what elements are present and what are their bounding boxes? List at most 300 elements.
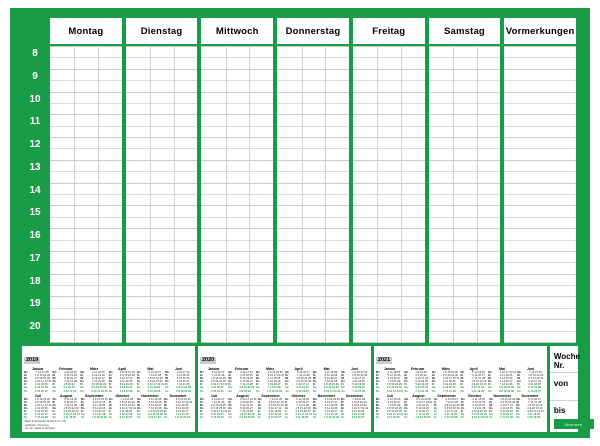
mini-weekday-label: Sa	[108, 413, 112, 417]
mini-weekday-label: Do	[24, 380, 28, 384]
mini-day-numbers: 5 12 19 26	[471, 371, 485, 374]
rule-line	[50, 194, 122, 195]
mini-day-numbers: 6 13 20 27	[444, 397, 458, 401]
mini-weekday-label: Mo	[136, 371, 141, 374]
rule-line	[50, 205, 122, 206]
rule-line	[353, 274, 425, 275]
rule-line	[504, 92, 576, 93]
mini-calendar-half	[376, 394, 545, 420]
mini-weekday-label: Mo	[80, 397, 85, 401]
mini-day-numbers: 7 14 21 28	[444, 400, 458, 404]
mini-day-numbers: 5 12 19 26	[239, 403, 253, 407]
mini-day-numbers: 7 14 21 28	[119, 389, 133, 393]
mini-weekday-label: Fr	[404, 410, 408, 414]
mini-weekday-label: Fr	[312, 383, 316, 387]
rule-line	[353, 217, 425, 218]
column-divider	[174, 46, 175, 342]
mini-weekday-label: Mi	[460, 403, 464, 407]
mini-day-row	[313, 390, 340, 393]
mini-day-numbers: 7 14 21 28	[471, 406, 486, 410]
rule-line	[277, 251, 349, 252]
mini-weekday-label: Do	[433, 406, 438, 410]
week-info-panel[interactable]	[550, 346, 583, 432]
rule-line	[353, 80, 425, 81]
mini-weekday-label: Mi	[108, 403, 112, 407]
rule-line	[429, 114, 501, 115]
mini-month-name: Januar	[31, 367, 44, 371]
mini-day-numbers: 7 14 21 28	[119, 397, 134, 401]
mini-day-row	[404, 416, 432, 419]
mini-weekday-label: Mo	[257, 397, 262, 401]
mini-weekday-label: Di	[375, 374, 379, 378]
mini-weekday-label: Mi	[80, 377, 84, 381]
mini-day-numbers: 1 8 15 22 29	[386, 406, 402, 410]
mini-weekday-label: Sa	[80, 386, 84, 390]
mini-weekday-label: Di	[257, 400, 261, 404]
year-label: 2019	[26, 357, 39, 363]
rule-line	[277, 126, 349, 127]
mini-weekday-label: Mi	[404, 377, 408, 381]
mini-weekday-label: Mo	[108, 371, 113, 374]
bottom-section	[22, 346, 583, 432]
day-column-montag[interactable]	[50, 46, 122, 342]
rule-line	[126, 160, 198, 161]
mini-weekday-label: Di	[108, 400, 112, 404]
mini-weekday-label: Do	[136, 380, 141, 384]
rule-line	[201, 296, 273, 297]
rule-line	[50, 69, 122, 70]
mini-day-numbers: 4 11 18 25	[471, 397, 485, 401]
mini-day-numbers: 4 11 18 25	[268, 410, 282, 414]
rule-line	[504, 342, 576, 343]
rule-line	[429, 205, 501, 206]
mini-month-name: Mai	[499, 367, 506, 371]
day-header-donnerstag: Donnerstag	[277, 18, 349, 44]
mini-weekday-label: Sa	[52, 413, 56, 417]
mini-weekday-label: Do	[284, 406, 289, 410]
mini-weekday-label: So	[164, 416, 168, 420]
mini-weekday-label: Do	[489, 406, 493, 410]
mini-day-numbers: 4 11 18 25	[210, 386, 224, 390]
mini-day-numbers: 7 14 21 28	[415, 389, 429, 393]
mini-weekday-label: Di	[199, 374, 203, 378]
mini-day-numbers: 6 13 20 27	[147, 371, 162, 374]
mini-weekday-label: Sa	[136, 386, 140, 390]
rule-line	[429, 319, 501, 320]
mini-month-name: April	[118, 367, 127, 371]
mini-weekday-label: Fr	[256, 383, 259, 387]
rule-line	[353, 319, 425, 320]
rule-line	[277, 57, 349, 58]
rule-line	[126, 217, 198, 218]
mini-month-september	[434, 394, 461, 420]
rule-line	[126, 114, 198, 115]
mini-weekday-label: Fr	[433, 410, 437, 414]
rule-line	[429, 183, 501, 184]
mini-day-row	[489, 416, 515, 419]
mini-month-name: Februar	[235, 367, 249, 371]
day-column-donnerstag[interactable]	[277, 46, 349, 342]
mini-month-juli	[24, 394, 52, 420]
mini-day-numbers: 6 13 20 27	[471, 374, 485, 378]
mini-day-numbers: 3 10 17 24	[415, 377, 429, 381]
mini-weekday-label: Sa	[228, 413, 232, 417]
mini-weekday-label: Mo	[433, 397, 438, 401]
rule-line	[277, 69, 349, 70]
mini-day-numbers: 5 12 19 26	[324, 406, 338, 410]
mini-day-numbers: 1 8 15 22 29	[499, 386, 515, 390]
rule-line	[504, 148, 576, 149]
mini-weekday-label: Fr	[404, 383, 408, 387]
day-header-freitag: Freitag	[353, 18, 425, 44]
mini-weekday-label: Sa	[404, 413, 408, 417]
mini-month-name: Januar	[383, 367, 396, 371]
mini-weekday-label: Mi	[108, 377, 112, 381]
rule-line	[50, 296, 122, 297]
mini-day-numbers: 6 13 20 27	[210, 371, 225, 374]
hour-label-8: 8	[32, 48, 38, 59]
mini-weekday-label: So	[80, 416, 85, 420]
rule-line	[277, 183, 349, 184]
mini-day-numbers: 2 9 16 23 30	[471, 383, 487, 387]
mini-day-numbers: 2 9 16 23 30	[63, 410, 79, 414]
mini-weekday-label: Do	[375, 406, 380, 410]
mini-day-numbers: 3 10 17 24	[91, 400, 106, 404]
mini-day-row	[137, 390, 164, 393]
mini-month-name: Januar	[207, 367, 220, 371]
mini-weekday-label: Mo	[460, 397, 465, 401]
mini-weekday-label: Di	[341, 374, 344, 378]
mini-day-numbers: 3 10 17 24	[471, 386, 485, 390]
mini-weekday-label: So	[257, 416, 262, 420]
rule-line	[277, 137, 349, 138]
mini-weekday-label: Mi	[164, 403, 168, 407]
rule-line	[201, 171, 273, 172]
mini-month-januar	[24, 367, 52, 393]
mini-day-numbers: 4 11 18 25	[119, 380, 133, 384]
mini-day-numbers: 6 13 20 27	[239, 406, 253, 410]
mini-day-row	[285, 416, 312, 419]
mini-weekday-label: Fr	[285, 383, 288, 387]
mini-day-numbers: 2 9 16 23	[239, 389, 251, 393]
rule-line	[277, 103, 349, 104]
mini-weekday-label: Do	[257, 406, 262, 410]
rule-line	[277, 308, 349, 309]
mini-weekday-label: Do	[341, 380, 345, 384]
mini-weekday-label: Mo	[517, 371, 522, 374]
mini-weekday-label: So	[24, 416, 28, 420]
mini-weekday-label: Mi	[257, 403, 261, 407]
rule-line	[504, 194, 576, 195]
mini-day-numbers: 5 12 19 26	[323, 374, 338, 378]
rule-line	[429, 240, 501, 241]
mini-day-numbers: 3 10 17 24	[119, 377, 133, 381]
mini-weekday-label: Mo	[199, 397, 204, 401]
mini-day-numbers: 2 9 16 23 30	[500, 400, 516, 404]
rule-line	[50, 114, 122, 115]
mini-day-row	[52, 416, 79, 419]
day-column-samstag[interactable]	[429, 46, 501, 342]
mini-day-numbers: 5 12 19 26	[210, 389, 224, 393]
rule-line	[429, 274, 501, 275]
rule-line	[201, 80, 273, 81]
mini-day-numbers: 4 11 18 25	[386, 416, 400, 420]
mini-month-name: Juni	[526, 367, 535, 371]
mini-weekday-label: Sa	[489, 413, 493, 417]
mini-weekday-label: Sa	[313, 413, 317, 417]
mini-weekday-label: Di	[516, 400, 520, 404]
mini-day-numbers: 4 11 18 25	[415, 380, 428, 384]
rule-line	[201, 103, 273, 104]
rule-line	[50, 342, 122, 343]
mini-month-oktober	[461, 394, 489, 420]
mini-weekday-label: Sa	[488, 386, 492, 390]
mini-weekday-label: Mi	[199, 403, 203, 407]
mini-day-numbers: 7 14 21 28	[324, 413, 338, 417]
mini-day-numbers: 4 11 18 25	[63, 371, 77, 374]
mini-weekday-label: Mo	[137, 397, 141, 401]
mini-weekday-label: Di	[340, 400, 344, 404]
mini-day-numbers: 2 9 16 23 30	[323, 386, 339, 390]
mini-day-row	[228, 390, 255, 393]
mini-weekday-label: Sa	[431, 386, 436, 390]
column-divider	[377, 46, 378, 342]
mini-day-numbers: 2 9 16 23 30	[528, 377, 544, 381]
mini-month-juli	[376, 394, 404, 420]
mini-day-numbers: 2 9 16 23 30	[444, 406, 460, 410]
mini-day-numbers: 1 8 15 22	[415, 371, 427, 374]
mini-weekday-label: Di	[433, 400, 437, 404]
mini-day-numbers: 2 9 16 23 30	[147, 380, 163, 384]
mini-day-numbers: 2 9 16 23 30	[210, 406, 226, 410]
rule-line	[50, 57, 122, 58]
rule-line	[429, 92, 501, 93]
mini-weekday-label: Fr	[313, 410, 316, 414]
mini-day-numbers: 4 11 18 25	[210, 413, 224, 417]
mini-weekday-label: Sa	[256, 386, 260, 390]
rule-line	[201, 274, 273, 275]
rule-line	[126, 342, 198, 343]
mini-weekday-label: Mi	[517, 377, 521, 381]
mini-weekday-label: Do	[285, 380, 289, 384]
mini-day-row	[109, 390, 136, 393]
mini-day-numbers: 5 12 19 26	[210, 416, 224, 420]
mini-day-numbers: 6 13 20 27	[239, 380, 253, 384]
mini-day-row	[200, 416, 227, 419]
mini-day-numbers: 5 12 19 26	[386, 397, 401, 401]
rule-line	[201, 240, 273, 241]
mini-day-numbers: 2 9 16 23 30	[351, 403, 367, 407]
rule-line	[126, 262, 198, 263]
mini-day-numbers: 1 8 15 22 29	[386, 383, 402, 387]
rule-line	[201, 160, 273, 161]
rule-line	[50, 331, 122, 332]
rule-line	[201, 183, 273, 184]
rule-line	[50, 217, 122, 218]
mini-day-row	[285, 390, 312, 393]
mini-day-numbers: 4 11 18 25	[175, 403, 189, 407]
mini-day-numbers: 5 12 19 26	[35, 410, 48, 414]
mini-day-numbers: 3 10 17 24 31	[295, 413, 312, 417]
mini-weekday-label: Fr	[199, 410, 203, 414]
mini-day-numbers: 2 9 16 23 30	[324, 397, 340, 401]
mini-day-numbers: 5 12 19 26	[91, 406, 106, 410]
mini-month-oktober	[285, 394, 313, 420]
rule-line	[353, 342, 425, 343]
mini-day-row	[460, 390, 487, 393]
mini-weekday-label: So	[404, 416, 408, 420]
mini-month-name: September	[84, 393, 104, 398]
mini-weekday-label: Mo	[285, 371, 290, 374]
mini-day-numbers: 2 9 16 23 30	[176, 389, 192, 393]
mini-day-numbers: 3 10 17 24 31	[91, 389, 108, 393]
mini-month-februar	[404, 367, 432, 393]
rule-line	[126, 148, 198, 149]
mini-day-row	[200, 390, 227, 393]
mini-weekday-label: Mo	[228, 397, 233, 401]
rule-line	[277, 296, 349, 297]
day-column-vormerkungen[interactable]	[504, 46, 576, 342]
day-column-dienstag[interactable]	[126, 46, 198, 342]
rule-line	[126, 205, 198, 206]
rule-line	[504, 262, 576, 263]
rule-line	[504, 308, 576, 309]
mini-day-numbers: 7 14 21 28	[239, 410, 253, 414]
mini-weekday-label: Di	[24, 400, 27, 404]
rule-line	[429, 171, 501, 172]
mini-month-name: Dezember	[521, 393, 539, 398]
rule-line	[201, 194, 273, 195]
mini-weekday-label: So	[312, 389, 317, 393]
mini-day-numbers: 5 12 19 26	[528, 386, 541, 390]
mini-weekday-label: So	[517, 389, 521, 393]
mini-day-numbers: 5 12 19 26	[239, 377, 253, 381]
mini-day-numbers: 7 14 21 28	[35, 371, 49, 374]
mini-weekday-label: Mi	[489, 403, 493, 407]
mini-weekday-label: Di	[460, 374, 464, 378]
year-block-2019	[22, 346, 195, 432]
mini-weekday-label: Fr	[164, 410, 167, 414]
rule-line	[429, 342, 501, 343]
mini-day-numbers: 4 11 18 25	[323, 371, 338, 374]
mini-weekday-label: Mi	[24, 377, 27, 381]
mini-weekday-label: Do	[404, 406, 408, 410]
mini-day-numbers: 3 10 17 24 31	[63, 413, 80, 417]
mini-weekday-label: Mo	[165, 371, 169, 374]
mini-day-numbers: 2 9 16 23 30	[148, 413, 164, 417]
mini-day-numbers: 3 10 17 24 31	[119, 406, 137, 410]
mini-weekday-label: Di	[285, 374, 288, 378]
mini-day-numbers: 2 9 16 23 30	[91, 397, 108, 401]
mini-weekday-label: Sa	[164, 413, 168, 417]
mini-day-numbers: 2 9 16 23 30	[386, 410, 402, 414]
mini-weekday-label: So	[488, 389, 492, 393]
mini-weekday-label: Fr	[341, 383, 344, 387]
mini-day-numbers: 3 10 17 24 31	[239, 397, 257, 401]
mini-day-numbers: 1 8 15 22 29	[444, 403, 460, 407]
mini-weekday-label: Fr	[137, 410, 140, 414]
mini-day-numbers: 7 14 21 28	[415, 413, 429, 417]
rule-line	[201, 205, 273, 206]
mini-weekday-label: Do	[108, 406, 113, 410]
mini-weekday-label: Mi	[284, 403, 288, 407]
day-column-mittwoch[interactable]	[201, 46, 273, 342]
mini-weekday-label: Do	[137, 406, 141, 410]
mini-weekday-label: Do	[312, 380, 317, 384]
mini-month-juni	[341, 367, 369, 393]
mini-month-name: November	[141, 393, 159, 398]
mini-day-row	[256, 390, 284, 393]
rule-line	[277, 274, 349, 275]
mini-weekday-label: Do	[228, 406, 232, 410]
day-column-freitag[interactable]	[353, 46, 425, 342]
mini-weekday-label: Di	[431, 374, 435, 378]
mini-month-name: Juli	[386, 393, 393, 398]
mini-day-numbers: 1 8 15 22 29	[527, 403, 543, 407]
mini-month-name: März	[266, 367, 275, 371]
mini-day-numbers: 3 10 17 24 31	[35, 380, 52, 384]
mini-day-numbers: 1 8 15 22 29	[268, 400, 284, 404]
mini-day-numbers: 6 13 20 27	[119, 386, 133, 390]
mini-day-numbers: 5 12 19 26	[352, 383, 365, 387]
day-header-mittwoch: Mittwoch	[201, 18, 273, 44]
rule-line	[126, 194, 198, 195]
mini-day-numbers: 2 9 16 23 30	[415, 397, 432, 401]
mini-day-numbers: 1 8 15 22 29	[500, 397, 516, 401]
rule-line	[504, 274, 576, 275]
bis-label: bis	[553, 406, 566, 415]
mini-day-numbers: 3 10 17 24 31	[147, 383, 165, 387]
mini-day-numbers: 2 9 16 23 30	[91, 386, 107, 390]
mini-day-numbers: 1 8 15 22 29	[119, 400, 135, 404]
mini-day-row	[341, 416, 368, 419]
mini-day-row	[137, 416, 163, 419]
rule-line	[504, 160, 576, 161]
mini-day-numbers: 4 11 18 25	[239, 374, 253, 378]
mini-weekday-label: Mi	[516, 403, 520, 407]
rule-line	[353, 171, 425, 172]
mini-day-numbers: 2 9 16 23 30	[295, 410, 311, 414]
mini-day-numbers: 1 8 15 22 29	[442, 371, 458, 374]
mini-day-numbers: 4 11 18 25	[176, 374, 190, 378]
rule-line	[201, 46, 273, 47]
mini-weekday-label: Sa	[199, 386, 204, 390]
rule-line	[50, 319, 122, 320]
rule-line	[277, 240, 349, 241]
mini-month-april	[460, 367, 488, 393]
mini-day-numbers: 5 12 19 26	[63, 397, 77, 401]
mini-weekday-label: Do	[164, 406, 168, 410]
rule-line	[201, 148, 273, 149]
mini-weekday-label: Do	[431, 380, 436, 384]
mini-month-mai	[137, 367, 165, 393]
mini-weekday-label: So	[460, 416, 465, 420]
rule-line	[353, 148, 425, 149]
mini-day-numbers: 2 9 16 23 30	[239, 416, 255, 420]
rule-line	[504, 57, 576, 58]
rule-line	[201, 262, 273, 263]
mini-day-numbers: 7 14 21 28	[442, 389, 456, 393]
mini-day-numbers: 1 8 15 22 29	[324, 416, 339, 420]
mini-weekday-label: Sa	[375, 413, 380, 417]
divider-week	[550, 372, 578, 373]
mini-weekday-label: Mi	[80, 403, 84, 407]
column-divider	[74, 46, 75, 342]
mini-day-row	[24, 390, 51, 393]
mini-day-numbers: 3 10 17 24	[268, 406, 282, 410]
rule-line	[429, 137, 501, 138]
year-label: 2021	[377, 357, 391, 363]
